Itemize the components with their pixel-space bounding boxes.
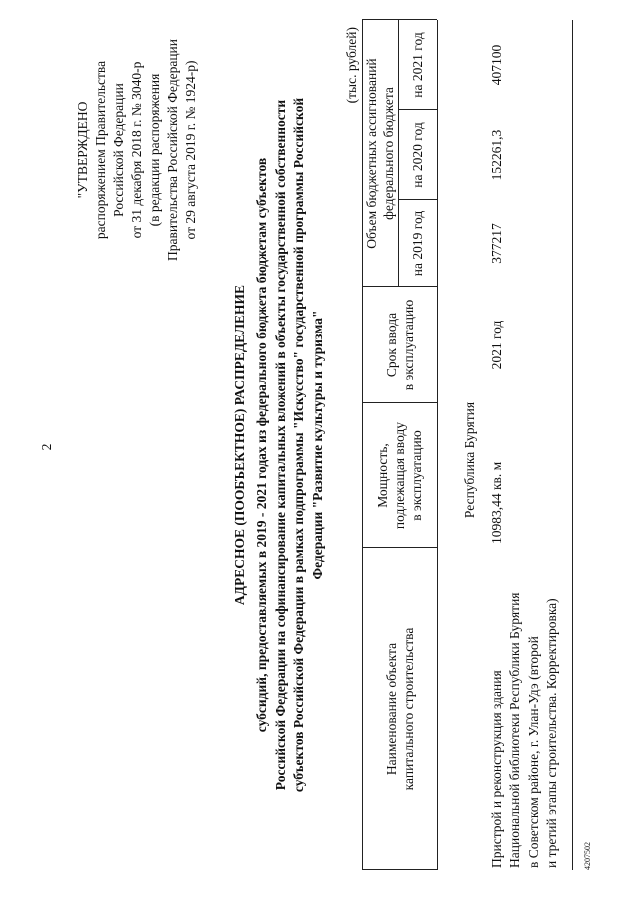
header-line: на 2020 год: [410, 122, 425, 188]
header-year-2021: [398, 20, 437, 110]
object-name-line: и третий этапы строительства. Корректировка): [544, 598, 560, 868]
object-capacity: 10983,44 кв. м: [489, 461, 504, 544]
header-line: на 2019 год: [410, 210, 425, 277]
header-line: в эксплуатацию: [400, 299, 416, 391]
footer-code: 4207502: [583, 842, 592, 870]
document-subtitle: [253, 5, 327, 885]
object-term: 2021 год: [489, 320, 504, 370]
budget-2020: 152261,3: [489, 129, 504, 181]
header-year-2019: [398, 200, 437, 287]
object-name-line: Национальной библиотеки Республики Бурятия: [507, 592, 523, 868]
header-line: Срок ввода: [383, 312, 399, 378]
region-label: Республика Бурятия: [462, 401, 477, 519]
approval-block: [74, 35, 200, 265]
header-year-2020: [398, 110, 437, 200]
approval-line: Российской Федерации: [111, 83, 126, 217]
object-name-line: в Советском районе, г. Улан-Удэ (второй: [525, 636, 541, 868]
budget-2019: 377217: [489, 223, 504, 264]
table-bottom-border: [572, 20, 573, 870]
header-term: [362, 287, 437, 403]
approval-line: "УТВЕРЖДЕНО: [75, 101, 90, 199]
header-line: федерального бюджета: [381, 87, 396, 220]
header-name: [362, 548, 437, 870]
approval-line: Правительства Российской Федерации: [165, 39, 180, 261]
header-budget: [362, 20, 398, 287]
header-line: Мощность,: [375, 443, 390, 508]
subtitle-line: субъектов Российской Федерации в рамках подпрограммы "Искусство" государственной программы Российской: [291, 97, 306, 793]
subtitle-line: субсидий, предоставляемых в 2019 - 2021 годах из федерального бюджета бюджетам субъектов: [254, 157, 269, 733]
approval-line: распоряжением Правительства: [93, 60, 108, 240]
header-capacity: [362, 403, 437, 548]
approval-line: (в редакции распоряжения: [147, 73, 162, 227]
object-name-line: Пристрой и реконструкция здания: [489, 670, 504, 868]
document-title: АДРЕСНОЕ (ПООБЪЕКТНОЕ) РАСПРЕДЕЛЕНИЕ: [232, 284, 247, 606]
subtitle-line: Российской Федерации на софинансирование капитальных вложений в объекты государственной собственности: [272, 99, 288, 791]
header-bottom-border: [437, 20, 438, 870]
subtitle-line: Федерации "Развитие культуры и туризма": [309, 310, 325, 580]
units-label: (тыс. рублей): [344, 27, 359, 104]
approval-line: от 29 августа 2019 г. № 1924-р): [183, 60, 198, 240]
approval-line: от 31 декабря 2018 г. № 3040-р: [129, 61, 144, 239]
object-name: [488, 592, 562, 868]
page-number: 2: [39, 443, 54, 451]
budget-2021: 407100: [489, 44, 504, 86]
header-line: подлежащая вводу: [392, 421, 407, 530]
header-line: на 2021 год: [410, 32, 425, 98]
header-line: Объем бюджетных ассигнований: [364, 58, 379, 249]
header-line: капитального строительства: [400, 627, 416, 791]
header-line: Наименование объекта: [383, 642, 399, 776]
header-line: в эксплуатацию: [409, 430, 424, 521]
